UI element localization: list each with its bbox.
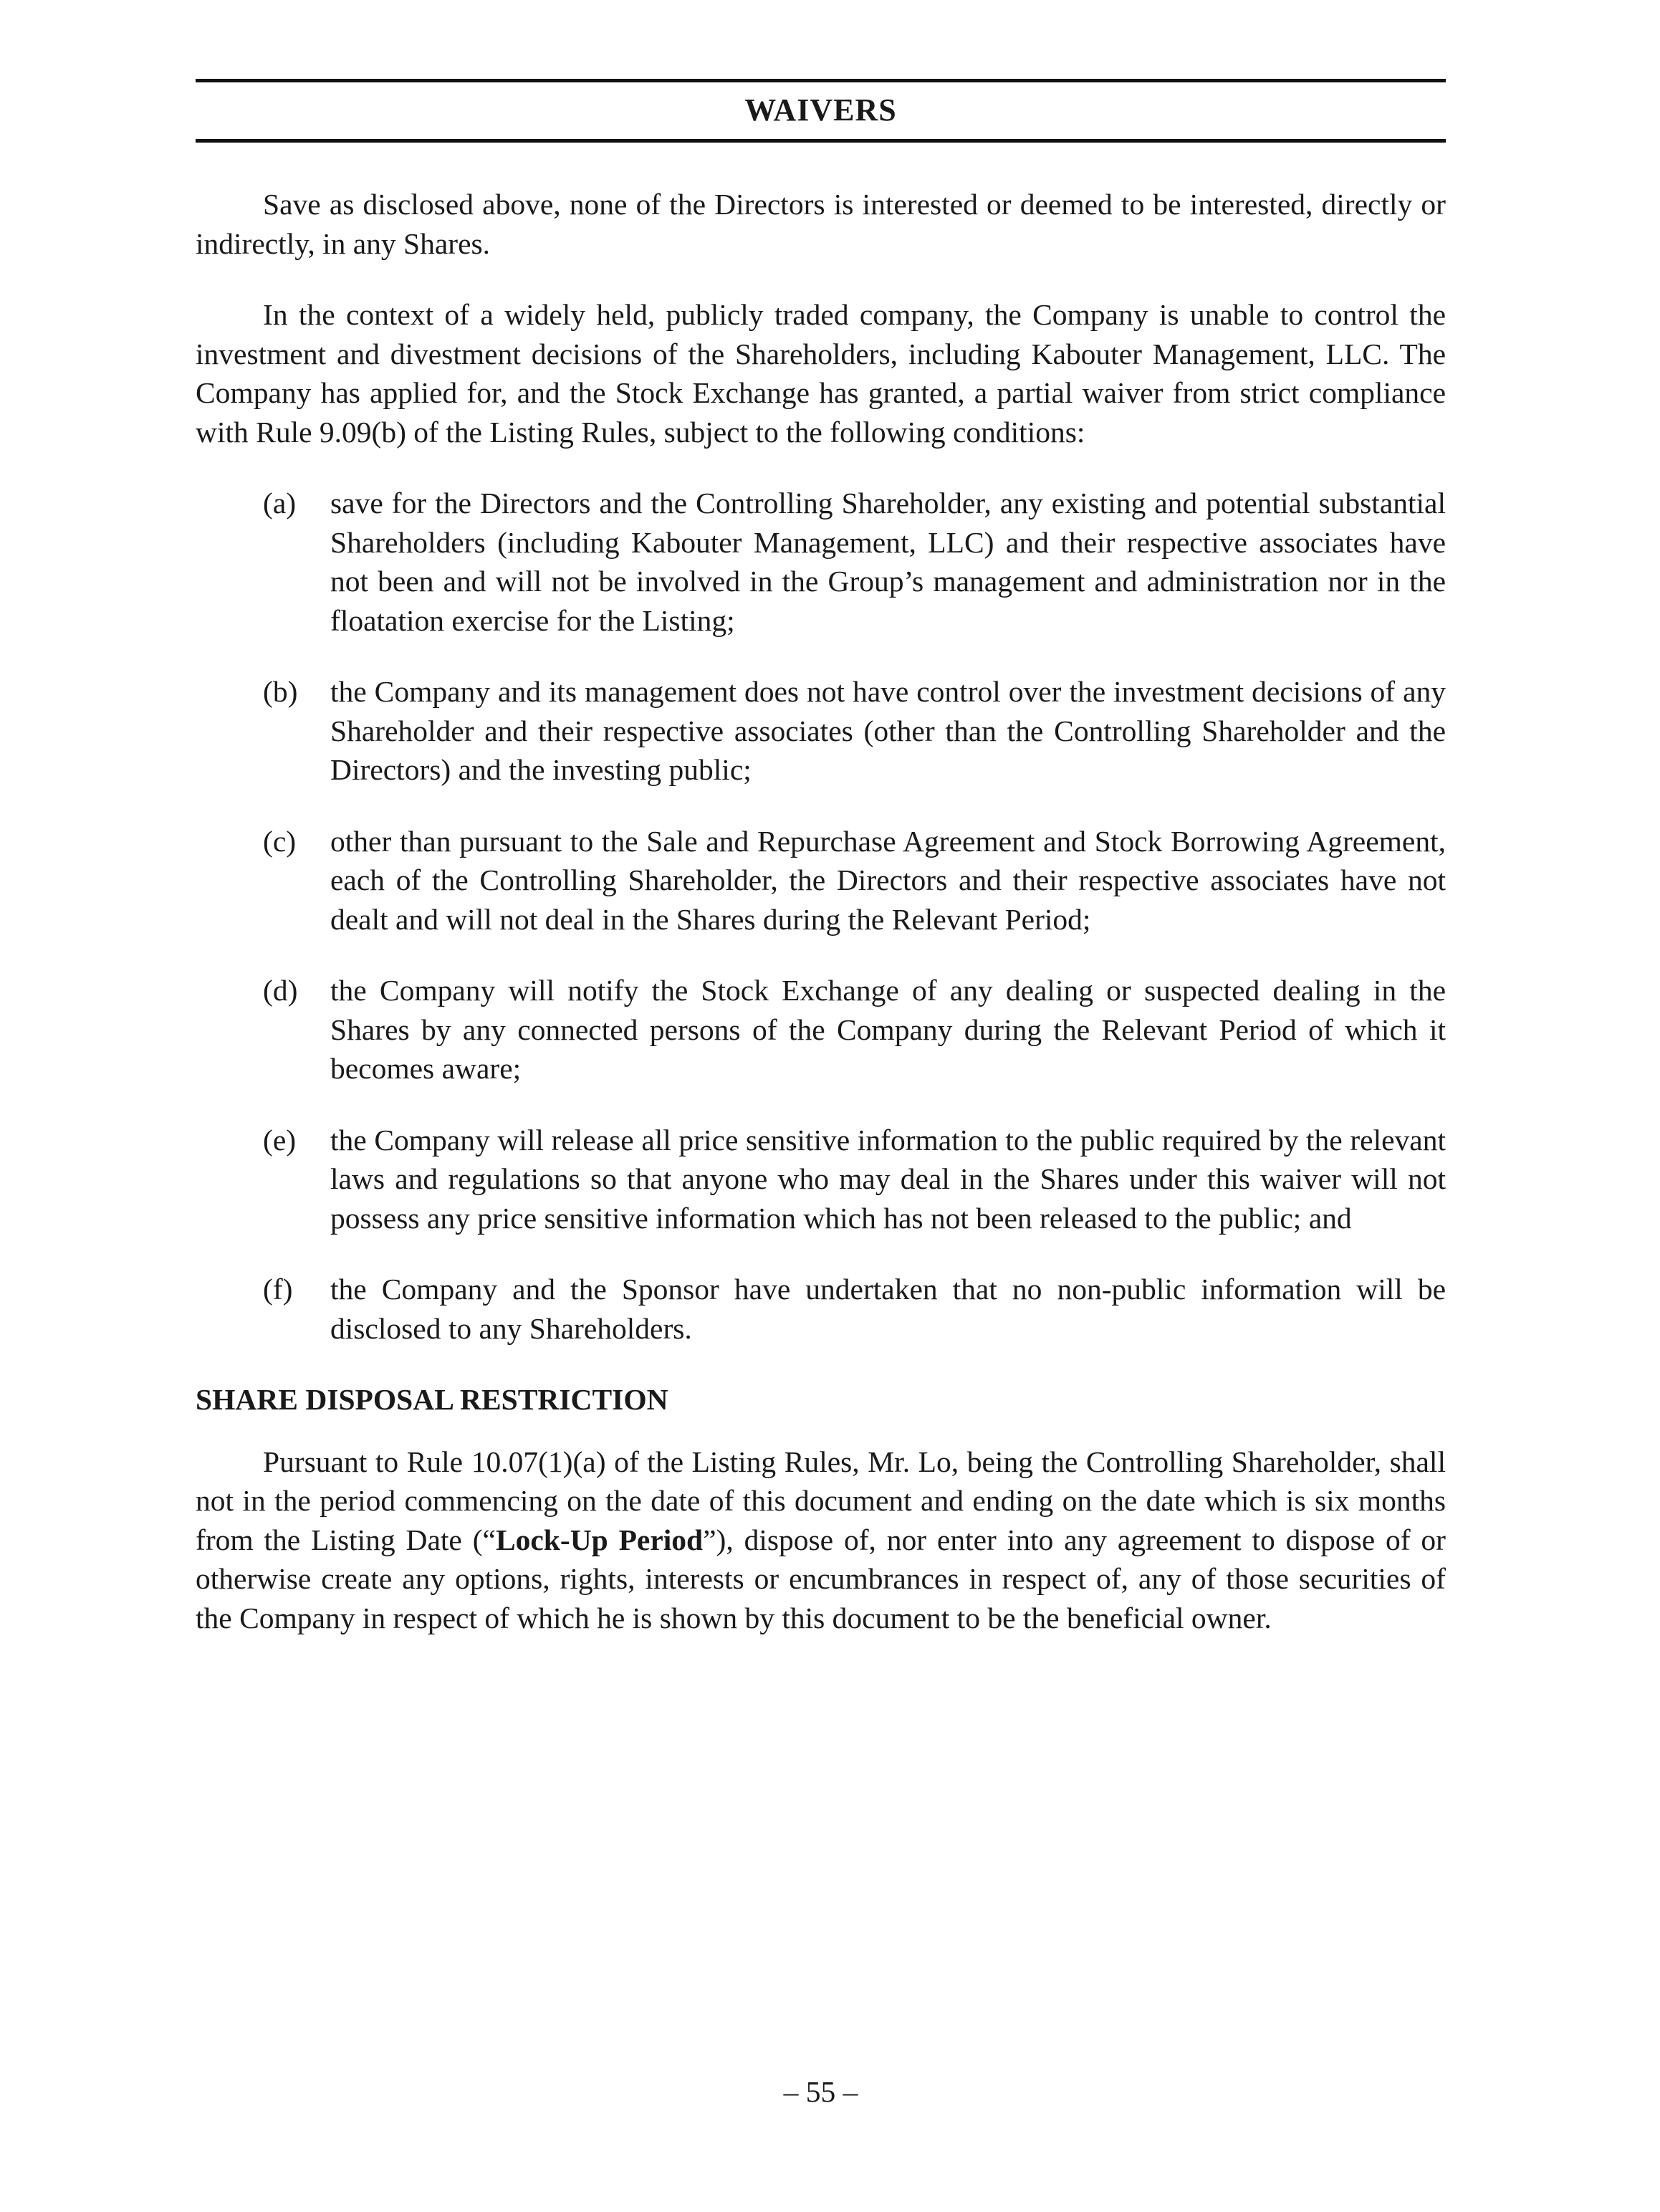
list-item-text: other than pursuant to the Sale and Repurchase Agreement and Stock Borrowing Agreement, each of the Controlling Shareholder, the Directors and their respective associates have not dealt and will not deal in the Shares during the Relevant Period; <box>330 824 1446 936</box>
list-item-marker: (b) <box>263 675 298 708</box>
header-rule-top <box>196 79 1446 82</box>
waiver-conditions-list <box>196 484 1446 1348</box>
share-disposal-text-after: ”), dispose of, nor enter into any agreement to dispose of or otherwise create any options, rights, interests or encumbrances in respect of, any of those securities of the Company in respect of which he is shown by this document to be the beneficial owner. <box>196 1523 1446 1634</box>
section-heading-share-disposal: SHARE DISPOSAL RESTRICTION <box>196 1383 668 1416</box>
paragraph-waiver-context: In the context of a widely held, publicly traded company, the Company is unable to control the investment and divestment decisions of the Shareholders, including Kabouter Management, LLC. The Company has applied for, and the Stock Exchange has granted, a partial waiver from strict compliance with Rule 9.09(b) of the Listing Rules, subject to the following conditions: <box>196 298 1446 449</box>
list-item-condition-c <box>196 822 1446 939</box>
page-header-title: WAIVERS <box>744 92 897 128</box>
paragraph-directors-interest: Save as disclosed above, none of the Directors is interested or deemed to be interested, directly or indirectly, in any Shares. <box>196 188 1446 260</box>
share-disposal-text-before: Pursuant to Rule 10.07(1)(a) of the Listing Rules, Mr. Lo, being the Controlling Shareholder, shall not in the period commencing on the date of this document and ending on the date which is six months from the Listing Date (“ <box>196 1445 1446 1556</box>
list-item-condition-b <box>196 672 1446 790</box>
page-number: – 55 – <box>783 2075 858 2108</box>
header-rule-bottom <box>196 139 1446 143</box>
list-item-text: the Company will release all price sensitive information to the public required by the relevant laws and regulations so that anyone who may deal in the Shares under this waiver will not possess any price sensitive information which has not been released to the public; and <box>330 1123 1446 1235</box>
list-item-text: save for the Directors and the Controlling Shareholder, any existing and potential substantial Shareholders (including Kabouter Management, LLC) and their respective associates have not been and will not be involved in the Group’s management and administration nor in the floatation exercise for the Listing; <box>330 487 1446 637</box>
document-page <box>196 0 1446 2212</box>
list-item-marker: (d) <box>263 974 298 1007</box>
list-item-condition-a <box>196 484 1446 640</box>
list-item-text: the Company and the Sponsor have undertaken that no non-public information will be disclosed to any Shareholders. <box>330 1273 1446 1345</box>
list-item-text: the Company and its management does not have control over the investment decisions of any Shareholder and their respective associates (other than the Controlling Shareholder and the Directors) and the investing public; <box>330 675 1446 786</box>
list-item-marker: (c) <box>263 824 297 858</box>
list-item-marker: (f) <box>263 1273 293 1306</box>
list-item-condition-e <box>196 1121 1446 1238</box>
list-item-marker: (a) <box>263 487 297 520</box>
list-item-condition-d <box>196 971 1446 1088</box>
document-body <box>196 185 1446 1670</box>
list-item-text: the Company will notify the Stock Exchange of any dealing or suspected dealing in the Shares by any connected persons of the Company during the Relevant Period of which it becomes aware; <box>330 974 1446 1085</box>
list-item-marker: (e) <box>263 1123 297 1157</box>
list-item-condition-f <box>196 1270 1446 1348</box>
defined-term-lock-up-period: Lock-Up Period <box>495 1523 704 1556</box>
paragraph-share-disposal <box>196 1442 1446 1638</box>
